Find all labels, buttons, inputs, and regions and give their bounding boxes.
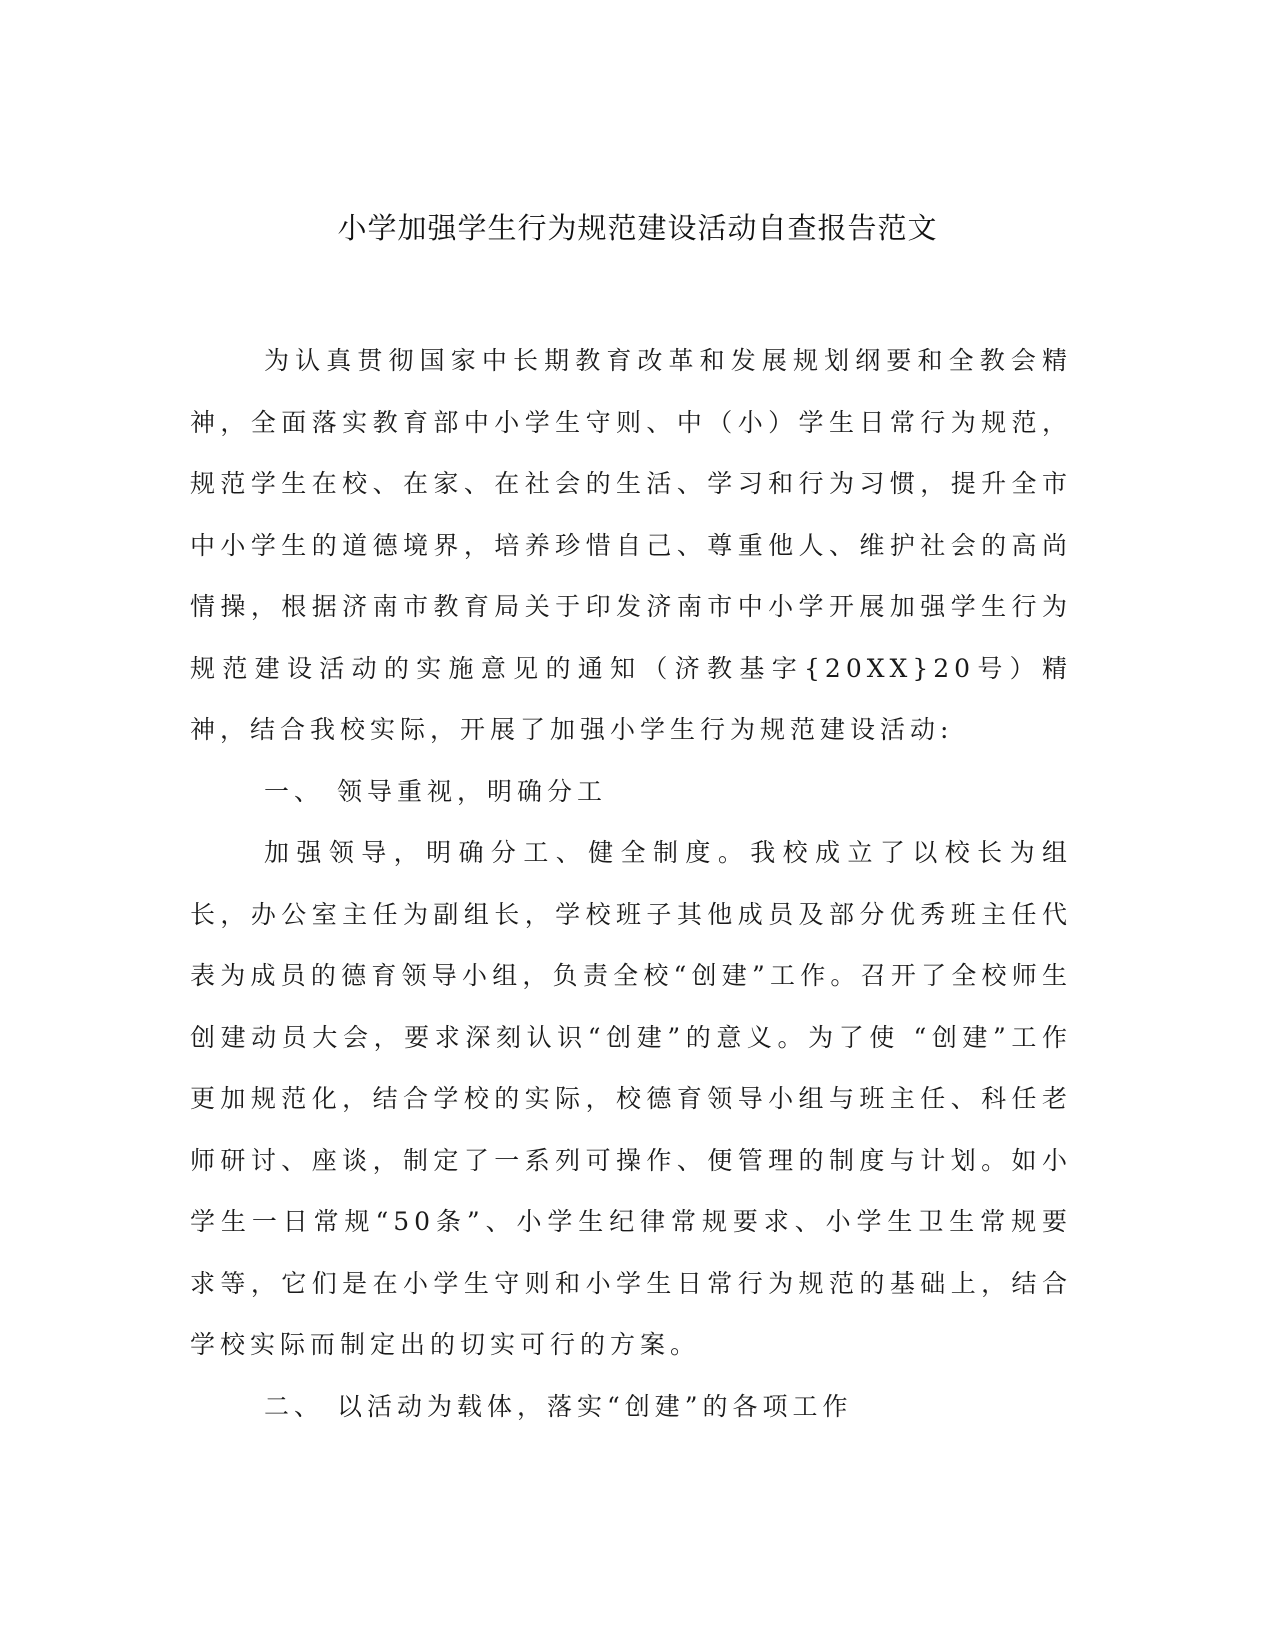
- section-1-heading: 一、 领导重视，明确分工: [264, 776, 607, 806]
- document-body: [190, 330, 1072, 1437]
- document-title: 小学加强学生行为规范建设活动自查报告范文: [337, 211, 938, 245]
- section-1-paragraph: 加强领导，明确分工、健全制度。我校成立了以校长为组长，办公室主任为副组长，学校班子其他成员及部分优秀班主任代表为成员的德育领导小组，负责全校“创建”工作。召开了全校师生创建动员大会，要求深刻认识“创建”的意义。为了使 “创建”工作更加规范化，结合学校的实际，校德育领导小组与班主任、科任老师研讨、座谈，制定了一系列可操作、便管理的制度与计划。如小学生一日常规“50条”、小学生纪律常规要求、小学生卫生常规要求等，它们是在小学生守则和小学生日常行为规范的基础上，结合学校实际而制定出的切实可行的方案。: [190, 838, 1072, 1359]
- section-2-heading: 二、 以活动为载体，落实“创建”的各项工作: [264, 1391, 853, 1421]
- intro-paragraph: 为认真贯彻国家中长期教育改革和发展规划纲要和全教会精神，全面落实教育部中小学生守则、中（小）学生日常行为规范，规范学生在校、在家、在社会的生活、学习和行为习惯，提升全市中小学生的道德境界，培养珍惜自己、尊重他人、维护社会的高尚情操，根据济南市教育局关于印发济南市中小学开展加强学生行为规范建设活动的实施意见的通知（济教基字{20XX}20号）精神，结合我校实际，开展了加强小学生行为规范建设活动:: [190, 346, 1072, 744]
